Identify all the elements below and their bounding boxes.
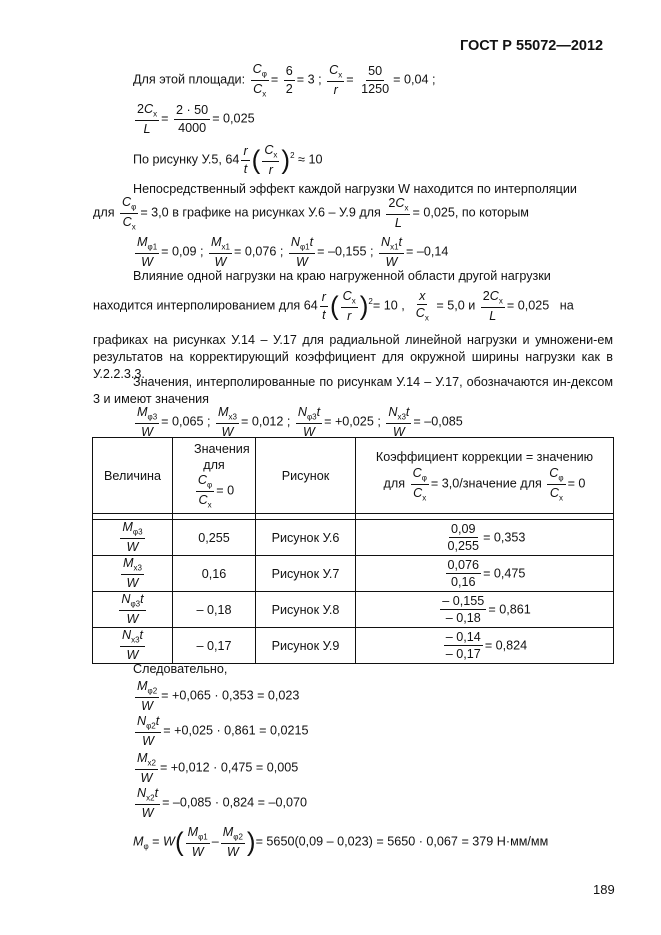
result-m-phi-final: $M_\varphi = W$( $\frac{M_{\varphi 1}}{W}$ – $\frac{M_{\varphi 2}}{W}$ )= 5650(0,09 – 0,023) = 5650 · 0,067 = 379 Н·мм/мм [133,825,549,859]
correction-table [92,437,614,664]
area-intro: Для этой площади: [133,72,246,87]
table-header-row [93,438,614,514]
paragraph-interpolation: Непосредственный эффект каждой нагрузки W находится по интерполяции [133,182,577,196]
consequently-label: Следовательно, [133,662,228,676]
formula-index3-values: $\frac{M_{\varphi 3}}{W}$ = 0,065 ; $\frac{M_{x3}}{W}$ = 0,012 ; $\frac{N_{\varphi 3}t}{W}$ = +0,025 ; $\frac{N_{x3}t}{W}$ = –0,085 [137,405,463,439]
paragraph-interpolated-values: Значения, интерполированные по рисункам У.14 – У.17, обозначаются ин-дексом 3 и имеют значения [93,375,613,406]
header-figure: Рисунок [256,438,356,514]
figure-reference: По рисунку У.5, [133,152,222,167]
paragraph-interpolation-formula: для $\frac{C_\varphi}{C_x}$ = 3,0 в графике на рисунках У.6 – У.9 для $\frac{2C_x}{L}$ = 0,025, по которым [93,195,529,232]
header-values-for: Значения для $\frac{C_\varphi}{C_x}$ = 0 [173,438,256,514]
paragraph-influence-formula: находится интерполированием для 64 $\frac{r}{t}$ ( $\frac{C_x}{r}$ )$^2$= 10 , $\frac{x}{C_x}$ = 5,0 и $\frac{2C_x}{L}$ = 0,025 на [93,289,574,323]
table-row: $\frac{M_{\varphi 3}}{W}$ 0,255 Рисунок У.6 $\frac{0,09}{0,255}$ = 0,353 [93,520,614,556]
result-m-phi2: $\frac{M_{\varphi 2}}{W}$ = +0,065 · 0,353 = 0,023 [137,679,300,713]
formula-area-ratios: Для этой площади: $\frac{C_\varphi}{C_x}$ = $\frac{6}{2}$ = 3 ; $\frac{C_x}{r}$ = $\frac{50}{1250}$ = 0,04 ; [133,62,436,99]
paragraph-graphs: графиках на рисунках У.14 – У.17 для радиальной линейной нагрузки и умножени-ем результатов на корректирующий коэффициент для окружной ширины нагрузки как в У.2.2.3.3. [93,333,613,381]
result-n-phi2: $\frac{N_{\varphi 2}t}{W}$ = +0,025 · 0,861 = 0,0215 [137,714,309,748]
page-number: 189 [593,882,615,897]
table-row: $\frac{M_{x3}}{W}$ 0,16 Рисунок У.7 $\frac{0,076}{0,16}$ = 0,475 [93,556,614,592]
document-id: ГОСТ Р 55072—2012 [460,38,604,54]
header-coefficient: Коэффициент коррекции = значению для $\frac{C_\varphi}{C_x}$ = 3,0/значение для $\frac{C_\varphi}{C_x}$ = 0 [356,438,614,514]
header-quantity: Величина [93,438,173,514]
formula-2cx-over-l: $\frac{2C_x}{L}$ = $\frac{2 \cdot 50}{4000}$ = 0,025 [137,102,255,136]
result-m-x2: $\frac{M_{x2}}{W}$ = +0,012 · 0,475 = 0,005 [137,751,299,785]
result-n-x2: $\frac{N_{x2}t}{W}$ = –0,085 · 0,824 = –0,070 [137,786,308,820]
table-row: $\frac{N_{x3}t}{W}$ – 0,17 Рисунок У.9 $\frac{- 0,14}{- 0,17}$ = 0,824 [93,628,614,664]
table-row: $\frac{N_{\varphi 3}t}{W}$ – 0,18 Рисунок У.8 $\frac{- 0,155}{- 0,18}$ = 0,861 [93,592,614,628]
formula-figure-u5: По рисунку У.5, 64 $\frac{r}{t}$ ( $\frac{C_x}{r}$ )$^2$ ≈ 10 [133,143,323,177]
paragraph-influence: Влияние одной нагрузки на краю нагруженной области другой нагрузки [133,269,551,283]
formula-direct-effects: $\frac{M_{\varphi 1}}{W}$ = 0,09 ; $\frac{M_{x1}}{W}$ = 0,076 ; $\frac{N_{\varphi 1}t}{W}$ = –0,155 ; $\frac{N_{x1}t}{W}$ = –0,14 [137,235,449,269]
